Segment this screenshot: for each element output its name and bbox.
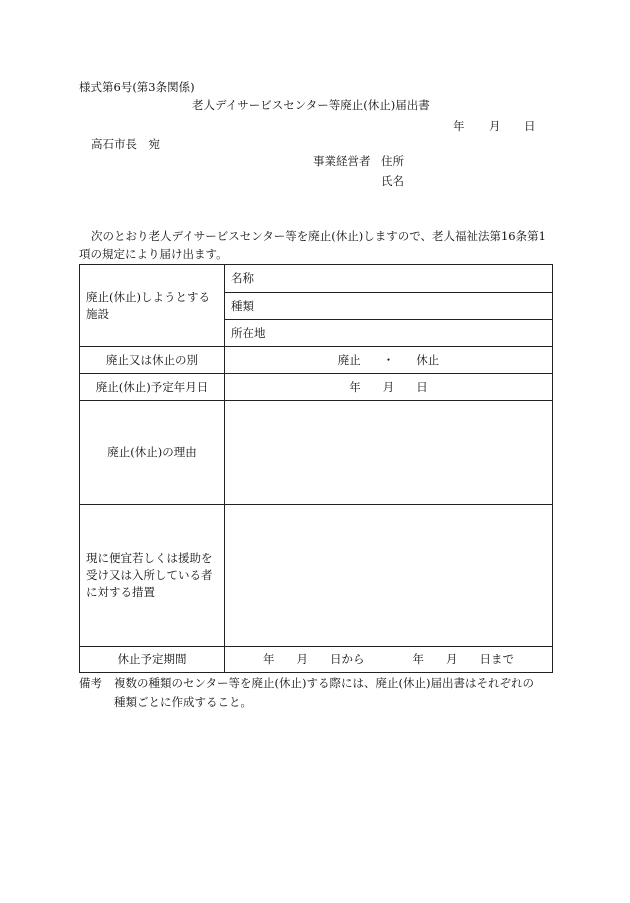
period-from-day: 日から xyxy=(330,652,365,667)
facility-type-label: 種類 xyxy=(231,298,254,313)
facility-name-label: 名称 xyxy=(231,271,254,286)
suspension-period-label: 休止予定期間 xyxy=(117,652,187,667)
planned-date-label-cell xyxy=(80,374,225,401)
planned-month: 月 xyxy=(382,379,395,394)
planned-date-label: 廃止(休止)予定年月日 xyxy=(95,379,209,394)
note-line-2: 種類ごとに作成すること。 xyxy=(114,695,252,709)
notification-table xyxy=(79,264,553,673)
facility-name-cell xyxy=(225,265,553,293)
period-to-month: 月 xyxy=(446,652,458,667)
operator-label: 事業経営者 xyxy=(313,154,371,168)
date-month: 月 xyxy=(489,119,501,133)
facility-label-cell xyxy=(80,265,225,347)
facility-location-label: 所在地 xyxy=(231,325,266,340)
suspension-period-value-cell xyxy=(225,647,553,673)
period-to-year: 年 xyxy=(412,652,424,667)
addressee: 高石市長 宛 xyxy=(91,137,160,151)
operator-address-label: 住所 xyxy=(381,154,404,168)
form-number: 様式第6号(第3条関係) xyxy=(79,80,195,94)
suspension-period-label-cell xyxy=(80,647,225,673)
reason-label-cell xyxy=(80,401,225,505)
distinction-label: 廃止又は休止の別 xyxy=(106,352,198,367)
planned-day: 日 xyxy=(416,379,428,394)
planned-date-value-cell xyxy=(225,374,553,401)
operator-name-label: 氏名 xyxy=(381,174,404,188)
intro-line-1: 次のとおり老人デイサービスセンター等を廃止(休止)しますので、老人福祉法第16条第1 xyxy=(91,229,546,243)
reason-label: 廃止(休止)の理由 xyxy=(107,445,197,460)
reason-value-cell xyxy=(225,401,553,505)
planned-year: 年 xyxy=(349,379,361,394)
document-title: 老人デイサービスセンター等廃止(休止)届出書 xyxy=(192,98,430,112)
intro-line-2: 項の規定により届け出ます。 xyxy=(79,247,228,261)
date-year: 年 xyxy=(453,119,465,133)
facility-type-cell xyxy=(225,293,553,320)
date-day: 日 xyxy=(524,119,536,133)
facility-location-cell xyxy=(225,320,553,347)
period-from-year: 年 xyxy=(263,652,275,667)
note-label: 備考 xyxy=(79,676,102,690)
distinction-label-cell xyxy=(80,347,225,374)
option-separator: ・ xyxy=(382,352,395,367)
distinction-value-cell xyxy=(225,347,553,374)
period-from-month: 月 xyxy=(296,652,308,667)
measures-label: 現に便宜若しくは援助を受け又は入所している者に対する措置 xyxy=(86,551,213,599)
note-line-1: 複数の種類のセンター等を廃止(休止)する際には、廃止(休止)届出書はそれぞれの xyxy=(114,676,534,690)
measures-value-cell xyxy=(225,505,553,647)
period-to-day: 日まで xyxy=(479,652,514,667)
measures-label-cell xyxy=(80,505,225,647)
option-abolish: 廃止 xyxy=(337,352,361,367)
option-suspend: 休止 xyxy=(416,352,440,367)
facility-label: 廃止(休止)しようとする施設 xyxy=(86,289,210,321)
